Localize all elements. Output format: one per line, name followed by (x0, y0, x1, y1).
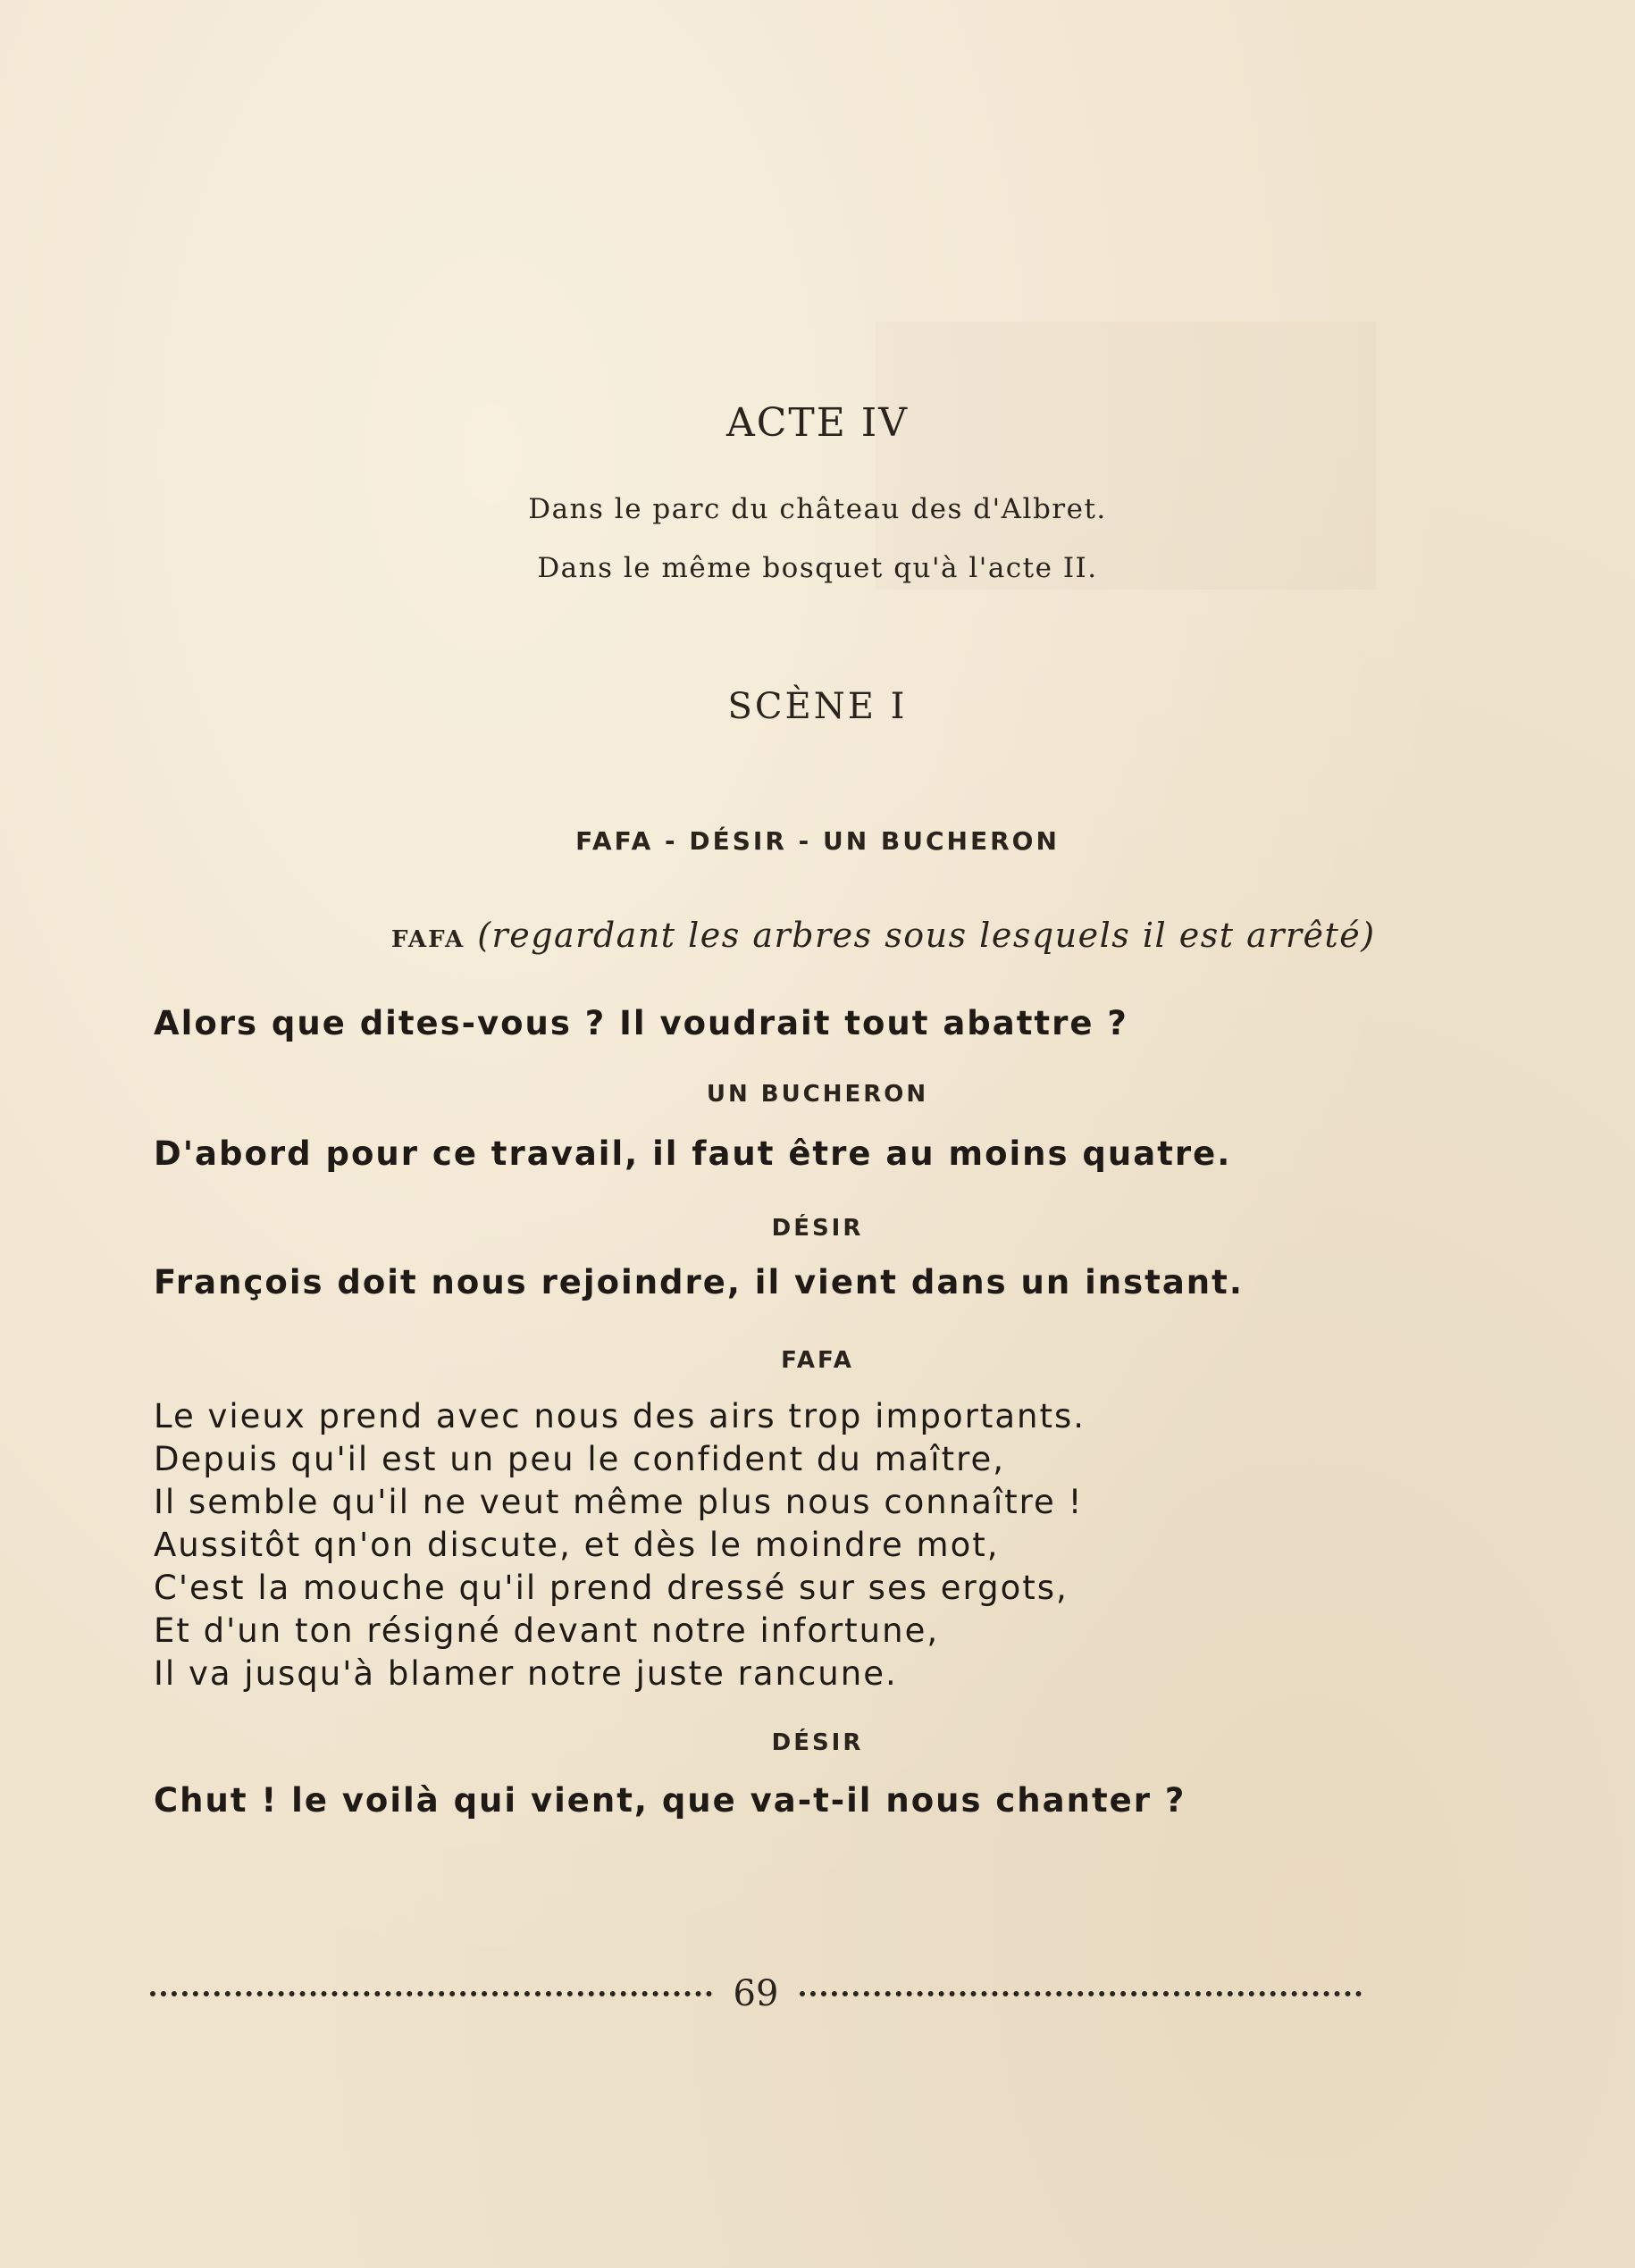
dotted-rule-left (150, 1991, 712, 1996)
setting-line-1: Dans le parc du château des d'Albret. (528, 493, 1107, 525)
speaker-name: FAFA (781, 1347, 854, 1374)
speaker-name: FAFA (391, 926, 465, 953)
speaker-name: DÉSIR (771, 1729, 864, 1756)
speaker-name: UN BUCHERON (706, 1081, 929, 1108)
dotted-rule-right (800, 1991, 1362, 1996)
verse-line: Aussitôt qn'on discute, et dès le moindre mot, (154, 1526, 1000, 1564)
verse-line: Et d'un ton résigné devant notre infortune, (154, 1611, 940, 1650)
page-number: 69 (733, 1973, 779, 2014)
verse-line: François doit nous rejoindre, il vient dans un instant. (154, 1263, 1244, 1301)
scene-title: SCÈNE I (727, 686, 908, 727)
verse-line: Il va jusqu'à blamer notre juste rancune. (154, 1654, 898, 1693)
stage-direction: (regardant les arbres sous lesquels il est arrêté) (477, 916, 1376, 955)
verse-line: D'abord pour ce travail, il faut être au moins quatre. (154, 1134, 1232, 1173)
verse-line: Alors que dites-vous ? Il voudrait tout abattre ? (154, 1004, 1128, 1042)
page-footer (150, 1967, 1362, 2021)
stage-direction-line (391, 916, 1376, 955)
act-title: ACTE IV (725, 400, 910, 446)
verse-block (154, 1395, 1086, 1695)
verse-line: C'est la mouche qu'il prend dressé sur ses ergots, (154, 1569, 1069, 1607)
verse-line: Il semble qu'il ne veut même plus nous connaître ! (154, 1483, 1084, 1521)
show-through-texture (876, 322, 1376, 590)
verse-line: Chut ! le voilà qui vient, que va-t-il nous chanter ? (154, 1781, 1186, 1820)
speaker-name: DÉSIR (771, 1215, 864, 1242)
verse-line: Depuis qu'il est un peu le confident du maître, (154, 1440, 1006, 1478)
verse-line: Le vieux prend avec nous des airs trop importants. (154, 1397, 1086, 1435)
character-list: FAFA - DÉSIR - UN BUCHERON (575, 826, 1060, 856)
setting-line-2: Dans le même bosquet qu'à l'acte II. (537, 552, 1098, 584)
